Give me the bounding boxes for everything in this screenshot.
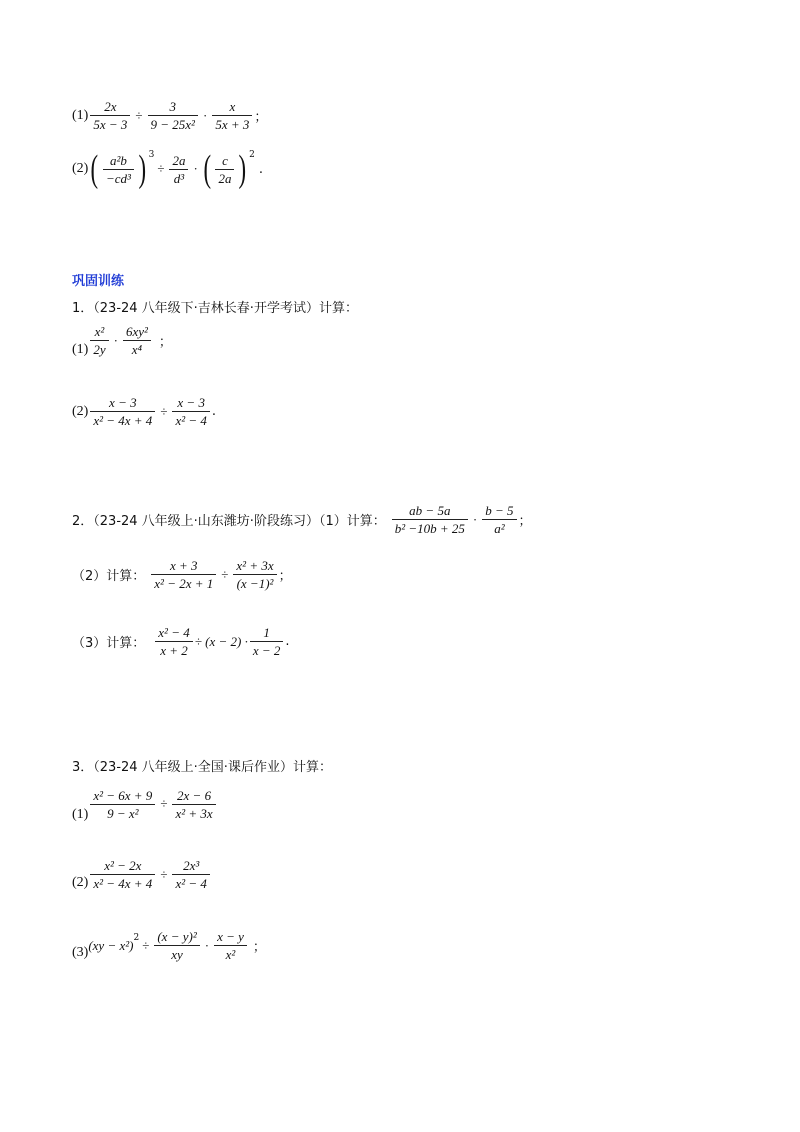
fraction bbox=[90, 323, 108, 358]
denominator: x² − 4x + 4 bbox=[93, 413, 153, 428]
problem-label: (1) bbox=[72, 807, 89, 822]
q2-problem-2 bbox=[72, 557, 292, 592]
fraction bbox=[392, 502, 468, 537]
problem-label: (2) bbox=[72, 403, 89, 419]
end-mark: ； bbox=[518, 514, 532, 529]
fraction bbox=[215, 152, 234, 187]
numerator: a²b bbox=[110, 152, 127, 168]
fraction bbox=[172, 787, 215, 822]
intro-problem-2 bbox=[72, 150, 263, 188]
denominator: a² bbox=[494, 521, 505, 536]
problem-label: （3）计算： bbox=[72, 636, 146, 651]
fraction bbox=[90, 857, 155, 892]
fraction bbox=[123, 323, 151, 358]
exponent: 2 bbox=[133, 932, 140, 943]
right-paren: ) bbox=[239, 148, 247, 190]
numerator: x² − 2x bbox=[104, 858, 142, 873]
end-mark: . bbox=[258, 161, 263, 177]
denominator: x⁴ bbox=[131, 342, 143, 357]
base-expression: (xy − x²) bbox=[88, 937, 134, 953]
dot-sign: · bbox=[204, 937, 210, 953]
denominator: 9 − 25x² bbox=[150, 117, 195, 132]
fraction bbox=[212, 98, 252, 133]
problem-label: (2) bbox=[72, 874, 89, 890]
end-mark: ； bbox=[278, 569, 292, 584]
divide-sign: ÷ bbox=[221, 566, 229, 582]
divide-sign: ÷ bbox=[157, 161, 165, 176]
denominator: x² − 4 bbox=[175, 876, 207, 891]
numerator: ab − 5a bbox=[409, 503, 451, 518]
denominator: x² bbox=[225, 947, 236, 962]
dot-sign: · bbox=[113, 332, 118, 348]
right-paren: ) bbox=[138, 148, 147, 190]
problem-label: (3) bbox=[72, 944, 89, 960]
end-mark: ； bbox=[158, 335, 172, 350]
numerator: c bbox=[222, 152, 228, 168]
numerator: x − y bbox=[217, 929, 244, 944]
problem-label: (1) bbox=[72, 341, 89, 357]
numerator: 2a bbox=[172, 152, 186, 168]
denominator: b² −10b + 25 bbox=[394, 521, 465, 536]
fraction bbox=[214, 928, 247, 963]
fraction bbox=[90, 98, 130, 133]
question-2-heading bbox=[72, 502, 532, 537]
denominator: x² + 3x bbox=[175, 805, 213, 821]
numerator: x + 3 bbox=[170, 558, 198, 573]
numerator: x² + 3x bbox=[236, 558, 274, 573]
denominator: 9 − x² bbox=[107, 805, 139, 821]
denominator: (x −1)² bbox=[236, 576, 274, 591]
denominator: 5x + 3 bbox=[215, 117, 250, 132]
end-mark: ； bbox=[252, 940, 266, 955]
numerator: 6xy² bbox=[125, 324, 148, 339]
fraction bbox=[90, 394, 155, 429]
divide-sign: ÷ bbox=[135, 107, 143, 123]
fraction bbox=[90, 787, 155, 822]
divide-sign: ÷ bbox=[160, 403, 168, 419]
question-3-heading: 3．（23-24 八年级上·全国·课后作业）计算： bbox=[72, 760, 332, 775]
fraction bbox=[169, 152, 188, 187]
denominator: x + 2 bbox=[160, 643, 188, 658]
exponent: 2 bbox=[249, 150, 255, 160]
numerator: x − 3 bbox=[177, 395, 205, 410]
numerator: 1 bbox=[263, 625, 270, 640]
denominator: x − 2 bbox=[252, 643, 281, 658]
left-paren: ( bbox=[90, 148, 99, 190]
denominator: 2y bbox=[93, 342, 106, 357]
numerator: x − 3 bbox=[109, 395, 137, 410]
middle-expression: ÷ (x − 2) · bbox=[194, 633, 248, 649]
divide-sign: ÷ bbox=[160, 866, 168, 882]
dot-sign: · bbox=[202, 107, 208, 123]
fraction bbox=[103, 152, 134, 187]
q3-problem-2 bbox=[72, 857, 212, 892]
denominator: 2a bbox=[218, 170, 232, 186]
numerator: 2x bbox=[104, 99, 117, 114]
intro-problem-1 bbox=[72, 98, 267, 133]
divide-sign: ÷ bbox=[142, 937, 150, 953]
question-1-heading: 1．（23-24 八年级下·吉林长春·开学考试）计算： bbox=[72, 301, 358, 316]
denominator: xy bbox=[171, 947, 183, 962]
fraction bbox=[172, 394, 209, 429]
left-paren: ( bbox=[203, 148, 211, 190]
numerator: x bbox=[229, 99, 236, 114]
fraction bbox=[172, 857, 209, 892]
end-mark: . bbox=[211, 404, 217, 419]
numerator: 2x³ bbox=[183, 858, 200, 873]
q1-problem-1 bbox=[72, 323, 172, 358]
exponent: 3 bbox=[148, 150, 155, 160]
dot-sign: · bbox=[193, 161, 198, 176]
numerator: 2x − 6 bbox=[177, 787, 212, 803]
divide-sign: ÷ bbox=[160, 796, 168, 811]
end-mark: ； bbox=[254, 110, 268, 125]
numerator: x² bbox=[94, 324, 105, 339]
denominator: d³ bbox=[173, 170, 185, 186]
numerator: b − 5 bbox=[485, 503, 514, 518]
fraction bbox=[155, 624, 192, 659]
fraction bbox=[482, 502, 516, 537]
denominator: x² − 4x + 4 bbox=[93, 876, 153, 891]
section-title: 巩固训练 bbox=[72, 274, 125, 289]
fraction bbox=[154, 928, 199, 963]
denominator: x² − 4 bbox=[175, 413, 207, 428]
denominator: −cd³ bbox=[105, 170, 131, 186]
end-mark: . bbox=[285, 634, 290, 649]
q2-problem-3 bbox=[72, 624, 290, 659]
fraction bbox=[151, 557, 216, 592]
problem-label: (1) bbox=[72, 107, 89, 123]
numerator: (x − y)² bbox=[157, 929, 197, 944]
problem-label: (2) bbox=[72, 161, 89, 176]
question-2-text: 2．（23-24 八年级上·山东潍坊·阶段练习）（1）计算： bbox=[72, 514, 386, 529]
fraction bbox=[250, 624, 284, 659]
dot-sign: · bbox=[472, 511, 478, 527]
denominator: 5x − 3 bbox=[93, 117, 128, 132]
numerator: x² − 6x + 9 bbox=[93, 787, 153, 803]
numerator: 3 bbox=[169, 99, 176, 114]
problem-label: （2）计算： bbox=[72, 569, 146, 584]
q3-problem-1 bbox=[72, 785, 218, 823]
fraction bbox=[148, 98, 198, 133]
denominator: x² − 2x + 1 bbox=[154, 576, 214, 591]
fraction bbox=[233, 557, 276, 592]
numerator: x² − 4 bbox=[158, 625, 190, 640]
q1-problem-2 bbox=[72, 394, 216, 429]
q3-problem-3 bbox=[72, 928, 266, 963]
